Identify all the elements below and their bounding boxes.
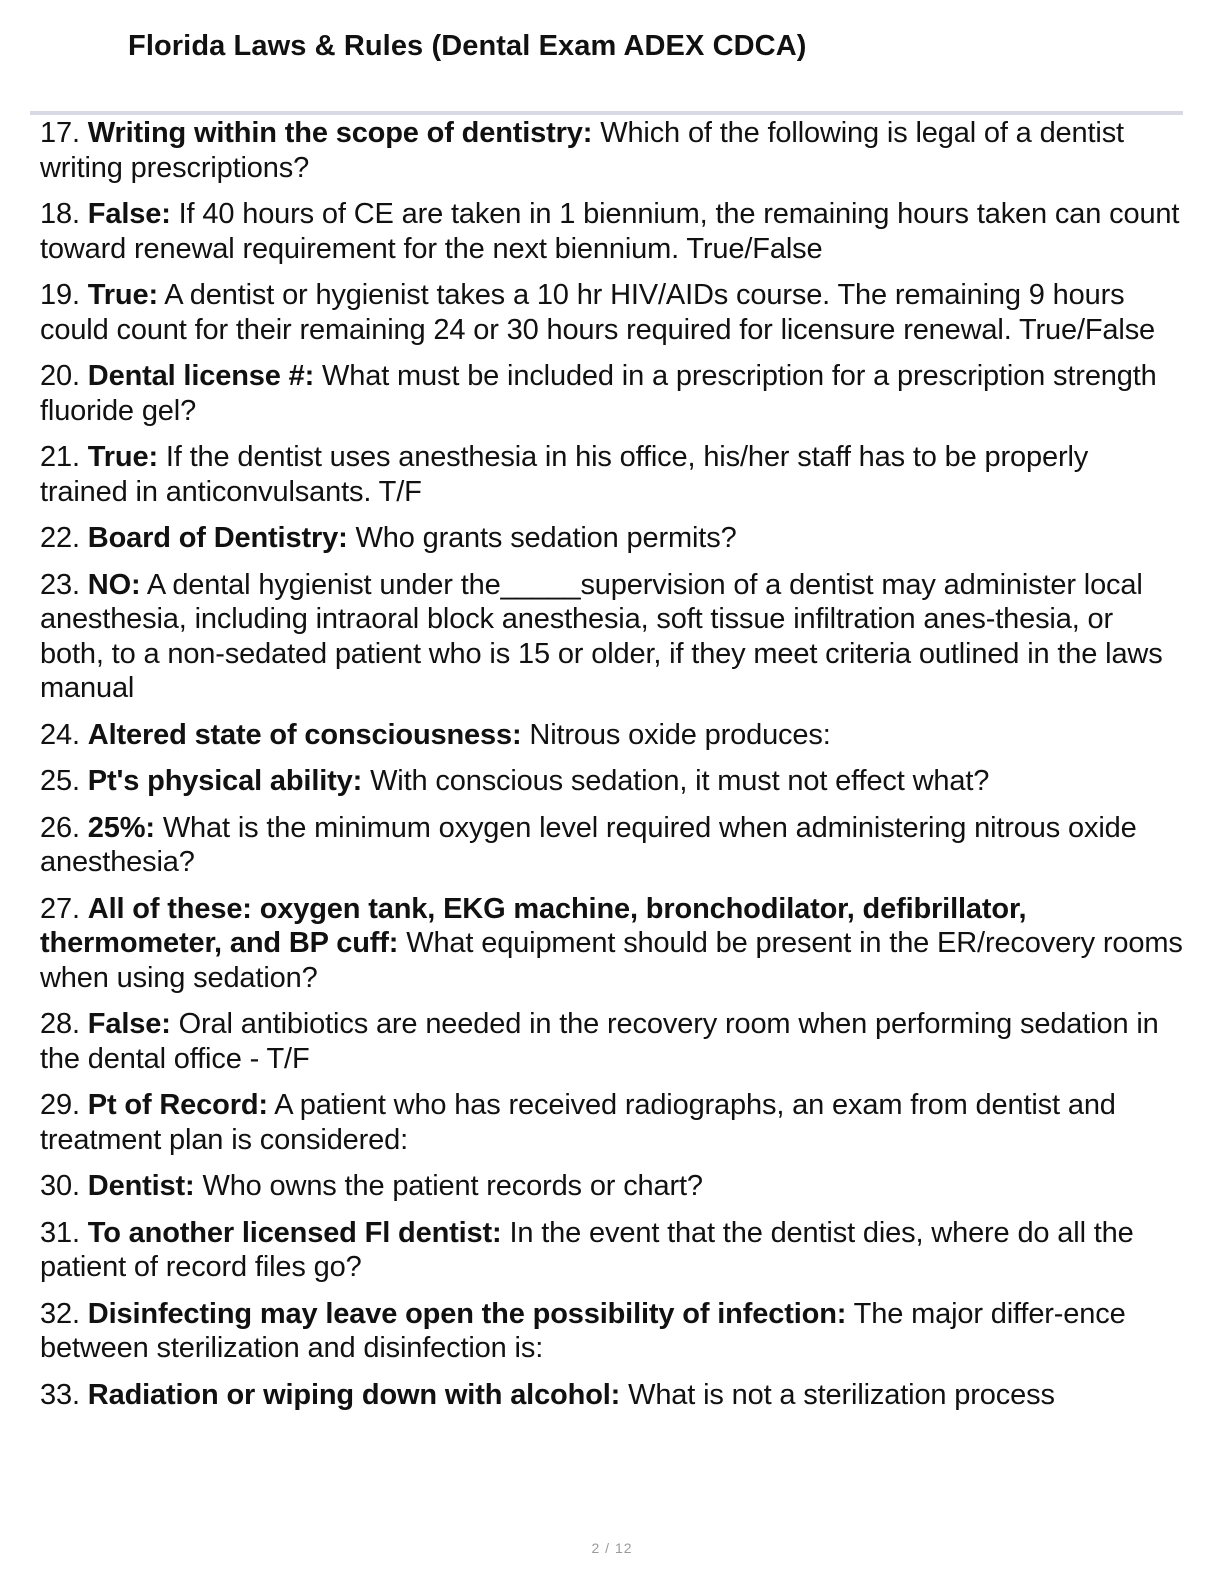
qa-item [40, 1297, 1183, 1366]
item-question: Which of the following is legal of a dentist writing prescriptions? [40, 117, 1124, 184]
item-question: What is not a sterilization process [628, 1378, 1055, 1411]
item-answer: Pt's physical ability: [87, 765, 363, 797]
item-question: Who grants sedation permits? [355, 522, 737, 554]
qa-item [40, 197, 1183, 266]
item-answer: Writing within the scope of dentistry: [87, 117, 593, 149]
qa-item [40, 1169, 1183, 1204]
item-number: 24. [40, 718, 80, 751]
item-answer: To another licensed Fl dentist: [87, 1216, 502, 1249]
item-question: What equipment should be present in the ER/recovery rooms when using sedation? [40, 927, 1183, 994]
qa-item [40, 811, 1183, 880]
page-number: 2 / 12 [591, 1540, 633, 1556]
qa-item [40, 1216, 1183, 1285]
item-question: What must be included in a prescription for a prescription strength fluoride gel? [40, 360, 1157, 427]
document-title: Florida Laws & Rules (Dental Exam ADEX CDCA) [128, 30, 807, 62]
qa-item [40, 1378, 1183, 1413]
item-answer: Altered state of consciousness: [87, 718, 522, 751]
item-question: Who owns the patient records or chart? [202, 1170, 703, 1202]
item-answer: False: [87, 1008, 171, 1040]
item-question: A dentist or hygienist takes a 10 hr HIV/AIDs course. The remaining 9 hours could count for their remaining 24 or 30 hours required for licensure renewal. True/False [40, 279, 1156, 346]
qa-item [40, 892, 1183, 996]
qa-item [40, 278, 1183, 347]
item-number: 22. [40, 522, 80, 554]
item-question: With conscious sedation, it must not effect what? [370, 765, 990, 797]
qa-list [40, 116, 1183, 1424]
qa-item [40, 568, 1183, 706]
item-number: 32. [40, 1297, 80, 1330]
item-number: 21. [40, 441, 80, 473]
item-question: A dental hygienist under the_____supervision of a dentist may administer local anesthesia, including intraoral block anesthesia, soft tissue infiltration anes-thesia, or both, to a non-sedated patient who is 15 or older, if they meet criteria outlined in the laws manual [40, 568, 1163, 704]
qa-item [40, 116, 1183, 185]
item-number: 33. [40, 1378, 80, 1411]
item-number: 29. [40, 1089, 80, 1121]
item-answer: True: [87, 441, 158, 473]
item-number: 19. [40, 279, 80, 311]
item-number: 30. [40, 1170, 80, 1202]
item-answer: 25%: [87, 811, 155, 844]
title-divider [30, 111, 1183, 115]
item-answer: Radiation or wiping down with alcohol: [87, 1378, 621, 1411]
item-question: A patient who has received radiographs, an exam from dentist and treatment plan is considered: [40, 1089, 1116, 1156]
item-number: 28. [40, 1008, 80, 1040]
item-question: If 40 hours of CE are taken in 1 biennium, the remaining hours taken can count toward renewal requirement for the next biennium. True/False [40, 198, 1180, 265]
item-question: The major differ-ence between sterilization and disinfection is: [40, 1297, 1126, 1364]
item-answer: All of these: oxygen tank, EKG machine, bronchodilator, defibrillator, thermometer, and BP cuff: [40, 892, 1027, 959]
qa-item [40, 359, 1183, 428]
item-question: What is the minimum oxygen level required when administering nitrous oxide anesthesia? [40, 811, 1137, 878]
item-answer: Dentist: [87, 1170, 195, 1202]
qa-item [40, 718, 1183, 753]
item-question: If the dentist uses anesthesia in his office, his/her staff has to be properly trained in anticonvulsants. T/F [40, 441, 1089, 508]
item-number: 23. [40, 568, 80, 601]
item-answer: True: [87, 279, 158, 311]
qa-item [40, 521, 1183, 556]
item-number: 27. [40, 892, 80, 925]
item-question: Oral antibiotics are needed in the recovery room when performing sedation in the dental office - T/F [40, 1008, 1159, 1075]
item-answer: NO: [87, 568, 141, 601]
qa-item [40, 1007, 1183, 1076]
item-number: 25. [40, 765, 80, 797]
item-number: 17. [40, 117, 80, 149]
item-question: Nitrous oxide produces: [529, 718, 831, 751]
item-number: 31. [40, 1216, 80, 1249]
item-answer: Board of Dentistry: [87, 522, 348, 554]
qa-item [40, 764, 1183, 799]
item-answer: False: [87, 198, 171, 230]
item-number: 20. [40, 360, 80, 392]
item-number: 26. [40, 811, 80, 844]
item-question: In the event that the dentist dies, where do all the patient of record files go? [40, 1216, 1134, 1283]
qa-item [40, 440, 1183, 509]
item-answer: Dental license #: [87, 360, 315, 392]
item-answer: Pt of Record: [87, 1089, 268, 1121]
item-number: 18. [40, 198, 80, 230]
qa-item [40, 1088, 1183, 1157]
item-answer: Disinfecting may leave open the possibility of infection: [87, 1297, 847, 1330]
